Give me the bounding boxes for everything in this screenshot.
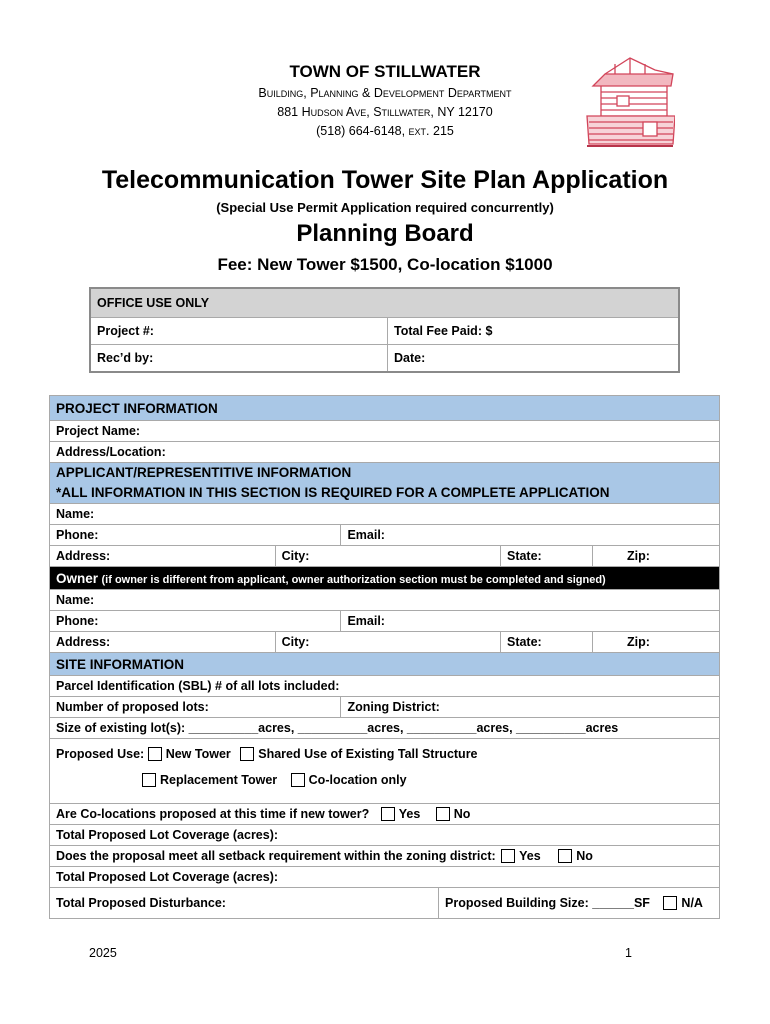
shared-use-label: Shared Use of Existing Tall Structure: [258, 747, 478, 761]
form-title: Telecommunication Tower Site Plan Application: [101, 166, 669, 194]
replacement-tower-label: Replacement Tower: [160, 773, 278, 787]
project-name-field[interactable]: Project Name:: [50, 421, 720, 442]
owner-state-field[interactable]: State:: [500, 632, 592, 653]
lot-coverage-field-2[interactable]: Total Proposed Lot Coverage (acres):: [50, 867, 720, 888]
office-use-table: [89, 287, 680, 373]
owner-label: Owner: [56, 570, 99, 586]
colocations-question-row: [50, 804, 720, 825]
proposed-use-label: Proposed Use:: [56, 747, 145, 761]
colocations-yes-checkbox[interactable]: [381, 807, 395, 821]
applicant-name-field[interactable]: Name:: [50, 504, 720, 525]
colocations-no-checkbox[interactable]: [436, 807, 450, 821]
letterhead: [180, 60, 590, 141]
owner-phone-field[interactable]: Phone:: [50, 611, 341, 632]
setback-no-label: No: [576, 849, 593, 863]
colocations-no-label: No: [453, 807, 471, 821]
setback-yes-label: Yes: [519, 849, 541, 863]
applicant-phone-field[interactable]: Phone:: [50, 525, 341, 546]
department-name: Building, Planning & Development Department: [258, 86, 512, 100]
applicant-city-field[interactable]: City:: [275, 546, 500, 567]
proposed-use-row-1: [56, 741, 713, 767]
applicant-info-header: [50, 463, 720, 504]
new-tower-label: New Tower: [165, 747, 231, 761]
page-number: 1: [625, 946, 632, 960]
applicant-address-field[interactable]: Address:: [50, 546, 276, 567]
owner-header: [50, 567, 720, 590]
project-info-header: PROJECT INFORMATION: [50, 396, 720, 421]
replacement-tower-checkbox[interactable]: [142, 773, 156, 787]
zoning-district-field[interactable]: Zoning District:: [341, 697, 720, 718]
office-use-header: OFFICE USE ONLY: [90, 288, 679, 318]
sbl-field[interactable]: Parcel Identification (SBL) # of all lots included:: [50, 676, 720, 697]
form-subtitle: (Special Use Permit Application required concurrently): [216, 200, 554, 215]
number-of-lots-field[interactable]: Number of proposed lots:: [50, 697, 341, 718]
proposed-use-cell: [50, 739, 720, 804]
blockhouse-logo-icon: [585, 52, 675, 150]
owner-name-field[interactable]: Name:: [50, 590, 720, 611]
colocation-only-checkbox[interactable]: [291, 773, 305, 787]
owner-zip-field[interactable]: Zip:: [592, 632, 719, 653]
na-label: N/A: [681, 896, 703, 910]
town-name: TOWN OF STILLWATER: [289, 62, 481, 81]
shared-use-checkbox[interactable]: [240, 747, 254, 761]
setback-question: Does the proposal meet all setback requirement within the zoning district:: [56, 849, 496, 863]
date-field[interactable]: Date:: [388, 345, 680, 373]
new-tower-checkbox[interactable]: [148, 747, 162, 761]
colocations-yes-label: Yes: [398, 807, 421, 821]
applicant-state-field[interactable]: State:: [500, 546, 592, 567]
building-size-field[interactable]: Proposed Building Size: ______SF: [445, 896, 650, 910]
lot-size-field[interactable]: Size of existing lot(s): __________acres, __________acres, __________acres, __________acres: [50, 718, 720, 739]
received-by-field[interactable]: Rec’d by:: [90, 345, 388, 373]
applicant-header-line2: *ALL INFORMATION IN THIS SECTION IS REQUIRED FOR A COMPLETE APPLICATION: [56, 485, 610, 500]
applicant-email-field[interactable]: Email:: [341, 525, 720, 546]
department-address: 881 Hudson Ave, Stillwater, NY 12170: [277, 105, 493, 119]
lot-coverage-field-1[interactable]: Total Proposed Lot Coverage (acres):: [50, 825, 720, 846]
setback-no-checkbox[interactable]: [558, 849, 572, 863]
project-number-field[interactable]: Project #:: [90, 318, 388, 345]
total-fee-field[interactable]: Total Fee Paid: $: [388, 318, 680, 345]
applicant-header-line1: APPLICANT/REPRESENTITIVE INFORMATION: [56, 465, 352, 480]
building-size-cell: [439, 888, 720, 919]
fee-info: Fee: New Tower $1500, Co-location $1000: [217, 255, 553, 274]
proposed-use-row-2: [56, 767, 713, 793]
owner-city-field[interactable]: City:: [275, 632, 500, 653]
colocation-only-label: Co-location only: [308, 773, 407, 787]
owner-email-field[interactable]: Email:: [341, 611, 720, 632]
project-address-field[interactable]: Address/Location:: [50, 442, 720, 463]
colocations-question: Are Co-locations proposed at this time if new tower?: [56, 807, 370, 821]
footer-year: 2025: [89, 946, 117, 960]
board-name: Planning Board: [296, 220, 474, 247]
disturbance-field[interactable]: Total Proposed Disturbance:: [50, 888, 439, 919]
owner-note: (if owner is different from applicant, owner authorization section must be completed and signed): [101, 573, 606, 586]
application-form-table: [49, 395, 720, 919]
site-info-header: SITE INFORMATION: [50, 653, 720, 676]
department-phone: (518) 664-6148, ext. 215: [316, 124, 454, 138]
applicant-zip-field[interactable]: Zip:: [592, 546, 719, 567]
na-checkbox[interactable]: [663, 896, 677, 910]
setback-yes-checkbox[interactable]: [501, 849, 515, 863]
owner-address-field[interactable]: Address:: [50, 632, 276, 653]
setback-question-row: [50, 846, 720, 867]
